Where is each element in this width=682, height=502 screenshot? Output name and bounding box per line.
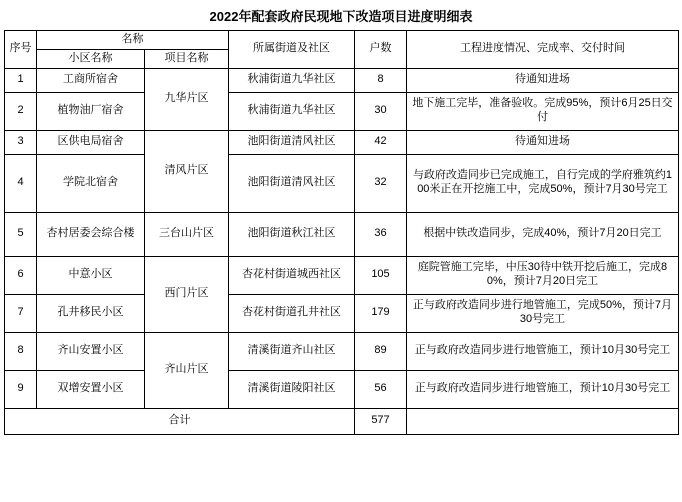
header-row-1 — [5, 31, 679, 50]
header-seq: 序号 — [5, 31, 37, 69]
table-header — [5, 31, 679, 69]
cell-seq: 1 — [5, 68, 37, 92]
cell-households: 32 — [355, 154, 407, 212]
cell-community: 学院北宿舍 — [37, 154, 145, 212]
cell-street: 秋浦街道九华社区 — [229, 92, 355, 130]
cell-households: 42 — [355, 130, 407, 154]
cell-street: 清溪街道陵阳社区 — [229, 370, 355, 408]
page-title: 2022年配套政府民现地下改造项目进度明细表 — [209, 9, 473, 24]
cell-households: 30 — [355, 92, 407, 130]
cell-households: 179 — [355, 294, 407, 332]
header-households: 户数 — [355, 31, 407, 69]
cell-progress: 庭院管施工完毕，中压30待中铁开挖后施工，完成80%，预计7月20日完工 — [407, 256, 679, 294]
table-row — [5, 370, 679, 408]
cell-community: 双增安置小区 — [37, 370, 145, 408]
header-progress: 工程进度情况、完成率、交付时间 — [407, 31, 679, 69]
table-row — [5, 332, 679, 370]
cell-street: 池阳街道清风社区 — [229, 154, 355, 212]
table-row — [5, 294, 679, 332]
cell-street: 清溪街道齐山社区 — [229, 332, 355, 370]
cell-community: 植物油厂宿舍 — [37, 92, 145, 130]
cell-progress: 根据中铁改造同步，完成40%，预计7月20日完工 — [407, 212, 679, 256]
cell-community: 中意小区 — [37, 256, 145, 294]
cell-project: 三台山片区 — [145, 212, 229, 256]
table-row — [5, 68, 679, 92]
cell-households: 36 — [355, 212, 407, 256]
cell-progress: 正与政府改造同步进行地管施工，预计10月30号完工 — [407, 332, 679, 370]
cell-seq: 6 — [5, 256, 37, 294]
cell-households: 56 — [355, 370, 407, 408]
cell-progress: 待通知进场 — [407, 68, 679, 92]
cell-seq: 4 — [5, 154, 37, 212]
total-progress — [407, 408, 679, 434]
cell-project: 九华片区 — [145, 68, 229, 130]
cell-street: 池阳街道秋江社区 — [229, 212, 355, 256]
cell-project: 西门片区 — [145, 256, 229, 332]
cell-seq: 9 — [5, 370, 37, 408]
cell-households: 105 — [355, 256, 407, 294]
cell-progress: 待通知进场 — [407, 130, 679, 154]
table-row — [5, 256, 679, 294]
table-row — [5, 130, 679, 154]
progress-table — [4, 30, 679, 435]
table-body — [5, 68, 679, 434]
cell-seq: 7 — [5, 294, 37, 332]
cell-progress: 正与政府改造同步进行地管施工，预计10月30号完工 — [407, 370, 679, 408]
table-row — [5, 92, 679, 130]
total-households: 577 — [355, 408, 407, 434]
cell-community: 齐山安置小区 — [37, 332, 145, 370]
cell-street: 池阳街道清风社区 — [229, 130, 355, 154]
total-row — [5, 408, 679, 434]
cell-project: 齐山片区 — [145, 332, 229, 408]
cell-community: 区供电局宿舍 — [37, 130, 145, 154]
cell-community: 杏村居委会综合楼 — [37, 212, 145, 256]
header-street: 所属街道及社区 — [229, 31, 355, 69]
cell-street: 杏花村街道城西社区 — [229, 256, 355, 294]
cell-seq: 3 — [5, 130, 37, 154]
cell-seq: 8 — [5, 332, 37, 370]
cell-seq: 2 — [5, 92, 37, 130]
cell-progress: 地下施工完毕，准备验收。完成95%，预计6月25日交付 — [407, 92, 679, 130]
cell-seq: 5 — [5, 212, 37, 256]
header-project: 项目名称 — [145, 49, 229, 68]
cell-street: 秋浦街道九华社区 — [229, 68, 355, 92]
table-row — [5, 154, 679, 212]
cell-street: 杏花村街道孔井社区 — [229, 294, 355, 332]
cell-households: 8 — [355, 68, 407, 92]
cell-community: 孔井移民小区 — [37, 294, 145, 332]
total-label: 合计 — [5, 408, 355, 434]
table-row — [5, 212, 679, 256]
header-name-group: 名称 — [37, 31, 229, 50]
cell-project: 清风片区 — [145, 130, 229, 212]
cell-community: 工商所宿舍 — [37, 68, 145, 92]
cell-progress: 正与政府改造同步进行地管施工，完成50%，预计7月30号完工 — [407, 294, 679, 332]
cell-progress: 与政府改造同步已完成施工，自行完成的学府雅筑约100米正在开挖施工中，完成50%，预计7月30号完工 — [407, 154, 679, 212]
cell-households: 89 — [355, 332, 407, 370]
header-community: 小区名称 — [37, 49, 145, 68]
